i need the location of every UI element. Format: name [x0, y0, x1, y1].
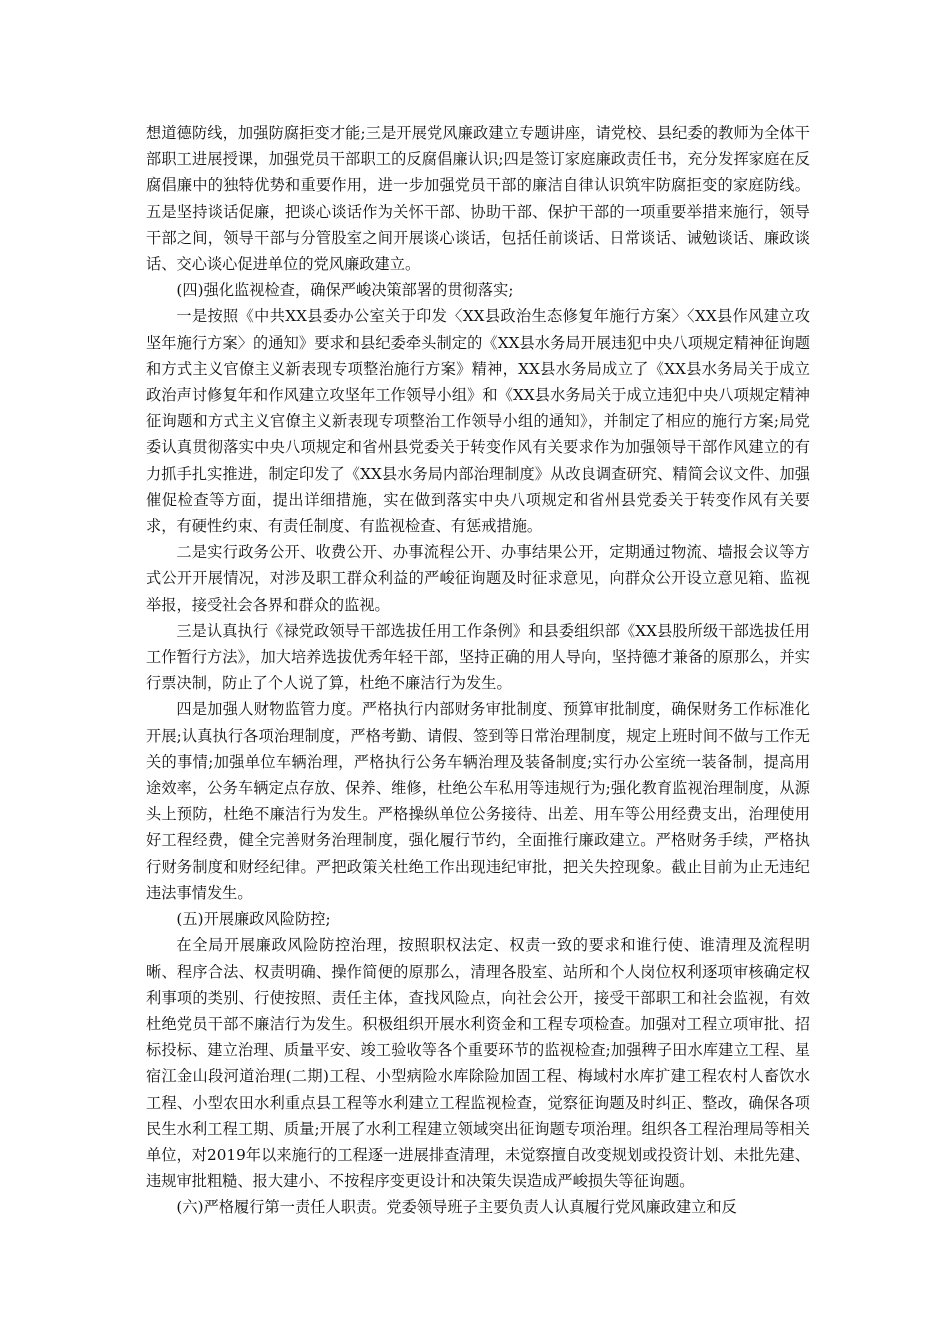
paragraph-risk-control: 在全局开展廉政风险防控治理，按照职权法定、权责一致的要求和谁行使、谁清理及流程明晰、程序合法、权责明确、操作简便的原那么，清理各股室、站所和个人岗位权利逐项审核确定权利事项的类别、行使按照、责任主体，查找风险点，向社会公开，接受干部职工和社会监视，有效杜绝党员干部不廉洁行为发生。积极组织开展水利资金和工程专项检查。加强对工程立项审批、招标投标、建立治理、质量平安、竣工验收等各个重要环节的监视检查;加强稗子田水库建立工程、星宿江金山段河道治理(二期)工程、小型病险水库除险加固工程、梅域村水库扩建工程农村人畜饮水工程、小型农田水利重点县工程等水利建立工程监视检查，觉察征询题及时纠正、整改，确保各项民生水利工程工期、质量;开展了水利工程建立领域突出征询题专项治理。组织各工程治理局等相关单位，对2019年以来施行的工程逐一进展排查清理，未觉察擅自改变规划或投资计划、未批先建、违规审批粗糙、报大建小、不按程序变更设计和决策失误造成严峻损失等征询题。 — [146, 936, 810, 1191]
paragraph-item-1: 一是按照《中共XX县委办公室关于印发〈XX县政治生态修复年施行方案〉〈XX县作风建立攻坚年施行方案〉的通知》要求和县纪委牵头制定的《XX县水务局开展违犯中央八项规定精神征询题和方式主义官僚主义新表现专项整治施行方案》精神，XX县水务局成立了《XX县水务局关于成立政治声讨修复年和作风建立攻坚年工作领导小组》和《XX县水务局关于成立违犯中央八项规定精神征询题和方式主义官僚主义新表现专项整治工作领导小组的通知》，并制定了相应的施行方案;局党委认真贯彻落实中央八项规定和省州县党委关于转变作风有关要求作为加强领导干部作风建立的有力抓手扎实推进，制定印发了《XX县水务局内部治理制度》从改良调查研究、精简会议文件、加强催促检查等方面，提出详细措施，实在做到落实中央八项规定和省州县党委关于转变作风有关要求，有硬性约束、有责任制度、有监视检查、有惩戒措施。 — [146, 307, 810, 536]
paragraph-continuation: 想道德防线，加强防腐拒变才能;三是开展党风廉政建立专题讲座，请党校、县纪委的教师为全体干部职工进展授课，加强党员干部职工的反腐倡廉认识;四是签订家庭廉政责任书，充分发挥家庭在反腐倡廉中的独特优势和重要作用，进一步加强党员干部的廉洁自律认识筑牢防腐拒变的家庭防线。五是坚持谈话促廉，把谈心谈话作为关怀干部、协助干部、保护干部的一项重要举措来施行，领导干部之间，领导干部与分管股室之间开展谈心谈话，包括任前谈话、日常谈话、诫勉谈话、廉政谈话、交心谈心促进单位的党风廉政建立。 — [146, 124, 810, 274]
paragraph-item-3: 三是认真执行《禄党政领导干部选拔任用工作条例》和县委组织部《XX县股所级干部选拔任用工作暂行方法》，加大培养选拔优秀年轻干部，坚持正确的用人导向，坚持德才兼备的原那么，并实行票决制，防止了个人说了算，杜绝不廉洁行为发生。 — [146, 621, 810, 693]
paragraph-item-4: 四是加强人财物监管力度。严格执行内部财务审批制度、预算审批制度，确保财务工作标准化开展;认真执行各项治理制度，严格考勤、请假、签到等日常治理制度，规定上班时间不做与工作无关的事情;加强单位车辆治理，严格执行公务车辆治理及装备制度;实行办公室统一装备制，提高用途效率，公务车辆定点存放、保养、维修，杜绝公车私用等违规行为;强化教育监视治理制度，从源头上预防，杜绝不廉洁行为发生。严格操纵单位公务接待、出差、用车等公用经费支出，治理使用好工程经费，健全完善财务治理制度，强化履行节约，全面推行廉政建立。严格财务手续，严格执行财务制度和财经纪律。严把政策关杜绝工作出现违纪审批，把关失控现象。截止目前为止无违纪违法事情发生。 — [146, 700, 810, 902]
section-heading-6: (六)严格履行第一责任人职责。党委领导班子主要负责人认真履行党风廉政建立和反 — [176, 1198, 737, 1217]
section-heading-5: (五)开展廉政风险防控; — [176, 910, 331, 929]
section-heading-4: (四)强化监视检查，确保严峻决策部署的贯彻落实; — [176, 281, 514, 300]
document-body — [146, 120, 810, 1221]
paragraph-item-2: 二是实行政务公开、收费公开、办事流程公开、办事结果公开，定期通过物流、墙报会议等方式公开开展情况，对涉及职工群众利益的严峻征询题及时征求意见，向群众公开设立意见箱、监视举报，接受社会各界和群众的监视。 — [146, 543, 810, 614]
